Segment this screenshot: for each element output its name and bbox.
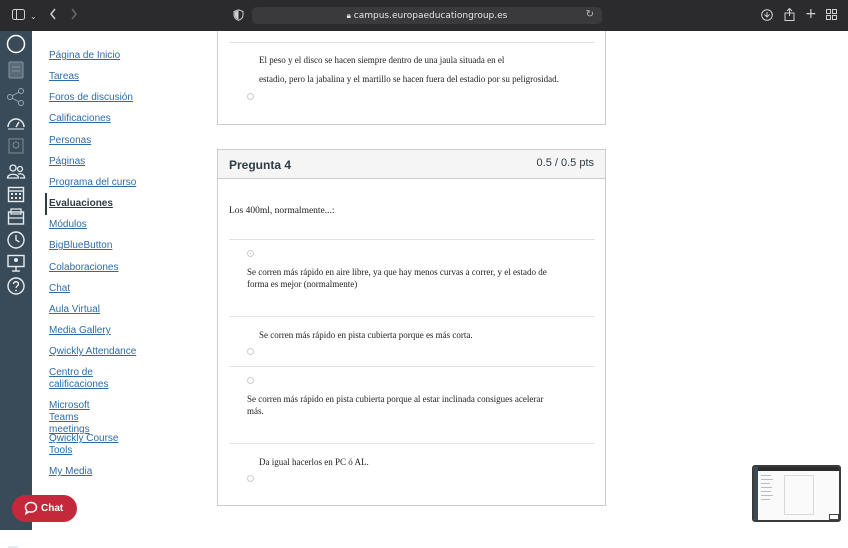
- answer-radio[interactable]: [247, 377, 254, 384]
- nav-calificaciones[interactable]: Calificaciones: [49, 113, 111, 124]
- answer-text: Se corren más rápido en pista cubierta porque es más corta.: [259, 330, 473, 340]
- chat-bubble-icon: [24, 501, 38, 515]
- shield-icon[interactable]: [233, 9, 244, 24]
- thumb-line: [761, 495, 773, 496]
- answer-divider: [229, 316, 595, 317]
- nav-chat[interactable]: Chat: [49, 283, 71, 294]
- question-title: Pregunta 4: [229, 158, 292, 172]
- url-text: 🔒︎ campus.europaeducationgroup.es: [346, 11, 508, 21]
- share-icon[interactable]: [784, 8, 795, 24]
- nav-bigbluebutton[interactable]: BigBlueButton: [49, 240, 113, 251]
- browser-toolbar: [0, 0, 848, 31]
- commons-icon[interactable]: [6, 253, 26, 273]
- nav-paginas[interactable]: Páginas: [49, 156, 86, 167]
- account-icon[interactable]: [6, 34, 26, 54]
- answer-text: estadio, pero la jabalina y el martillo se hacen fuera del estadio por su peligrosidad.: [259, 74, 559, 84]
- tab-overview-icon[interactable]: [826, 9, 837, 23]
- chat-button[interactable]: [12, 495, 77, 522]
- answer-divider: [229, 239, 595, 240]
- new-tab-icon[interactable]: +: [805, 6, 817, 22]
- inbox-icon[interactable]: [6, 207, 26, 227]
- nav-my-media[interactable]: My Media: [49, 466, 93, 477]
- nav-qwickly-course-tools[interactable]: Qwickly Course Tools: [49, 433, 119, 456]
- thumb-line: [761, 487, 772, 488]
- answer-text: Se corren más rápido en aire libre, ya que hay menos curvas a correr, y el estado de: [247, 267, 547, 277]
- sidebar-toggle-icon[interactable]: [12, 9, 25, 23]
- dashboard-icon[interactable]: [6, 60, 26, 80]
- nav-foros[interactable]: Foros de discusión: [49, 92, 133, 103]
- answer-text: El peso y el disco se hacen siempre dentro de una jaula situada en el: [259, 55, 505, 65]
- thumb-toolbar: [754, 467, 839, 471]
- answer-text: Da igual hacerlos en PC ó AL.: [259, 457, 369, 467]
- answer-radio[interactable]: [247, 475, 254, 482]
- thumb-line: [761, 479, 773, 480]
- reload-icon[interactable]: ↻: [585, 9, 594, 20]
- chat-button-label: Chat: [41, 503, 64, 514]
- answer-divider: [229, 42, 595, 43]
- thumb-rail: [754, 467, 758, 520]
- nav-tareas[interactable]: Tareas: [49, 71, 80, 82]
- calendar-icon[interactable]: [6, 184, 26, 204]
- thumb-question: [784, 475, 814, 515]
- global-navigation: [0, 31, 32, 530]
- nav-inicio[interactable]: Página de Inicio: [49, 50, 121, 61]
- nav-aula-virtual[interactable]: Aula Virtual: [49, 304, 100, 315]
- pip-icon[interactable]: [829, 514, 839, 520]
- course-navigation: [32, 31, 182, 530]
- nav-microsoft-teams[interactable]: Microsoft Teams meetings: [49, 400, 90, 435]
- answer-divider: [229, 443, 595, 444]
- nav-modulos[interactable]: Módulos: [49, 219, 87, 230]
- nav-media-gallery[interactable]: Media Gallery: [49, 325, 111, 336]
- thumb-line: [761, 499, 770, 500]
- courses-icon[interactable]: [6, 87, 26, 107]
- lock-icon: 🔒︎: [346, 11, 351, 20]
- thumb-line: [761, 491, 771, 492]
- answer-divider: [229, 366, 595, 367]
- address-bar[interactable]: [252, 7, 602, 24]
- answer-text: Se corren más rápido en pista cubierta porque al estar inclinada consigues acelerar: [247, 394, 544, 404]
- active-indicator: [45, 193, 47, 215]
- question-header: [218, 150, 605, 179]
- question-points: 0.5 / 0.5 pts: [536, 157, 594, 169]
- help-icon[interactable]: [6, 276, 26, 296]
- answer-radio[interactable]: [247, 93, 254, 100]
- nav-evaluaciones[interactable]: Evaluaciones: [49, 198, 113, 209]
- groups-icon[interactable]: [6, 113, 26, 133]
- forward-icon[interactable]: [70, 8, 78, 23]
- nav-qwickly-attendance[interactable]: Qwickly Attendance: [49, 346, 137, 357]
- nav-programa[interactable]: Programa del curso: [49, 177, 137, 188]
- answer-radio-selected[interactable]: [247, 250, 254, 257]
- back-icon[interactable]: [49, 8, 57, 23]
- screenshot-thumbnail[interactable]: [752, 465, 841, 522]
- people-icon[interactable]: [6, 162, 26, 182]
- question-text: Los 400ml, normalmente...:: [229, 206, 335, 216]
- answer-text: más.: [247, 406, 264, 416]
- thumb-line: [761, 475, 771, 476]
- admin-icon[interactable]: [6, 136, 26, 156]
- history-icon[interactable]: [6, 230, 26, 250]
- download-icon[interactable]: [761, 9, 773, 24]
- nav-personas[interactable]: Personas: [49, 135, 92, 146]
- answer-text: forma es mejor (normalmente): [247, 279, 358, 289]
- nav-colaboraciones[interactable]: Colaboraciones: [49, 262, 119, 273]
- thumb-line: [761, 483, 770, 484]
- answer-radio[interactable]: [247, 348, 254, 355]
- question-4: [217, 149, 606, 506]
- question-3: [217, 31, 606, 125]
- nav-centro-calificaciones[interactable]: Centro de calificaciones: [49, 367, 109, 390]
- chevron-down-icon[interactable]: ⌄: [30, 12, 37, 21]
